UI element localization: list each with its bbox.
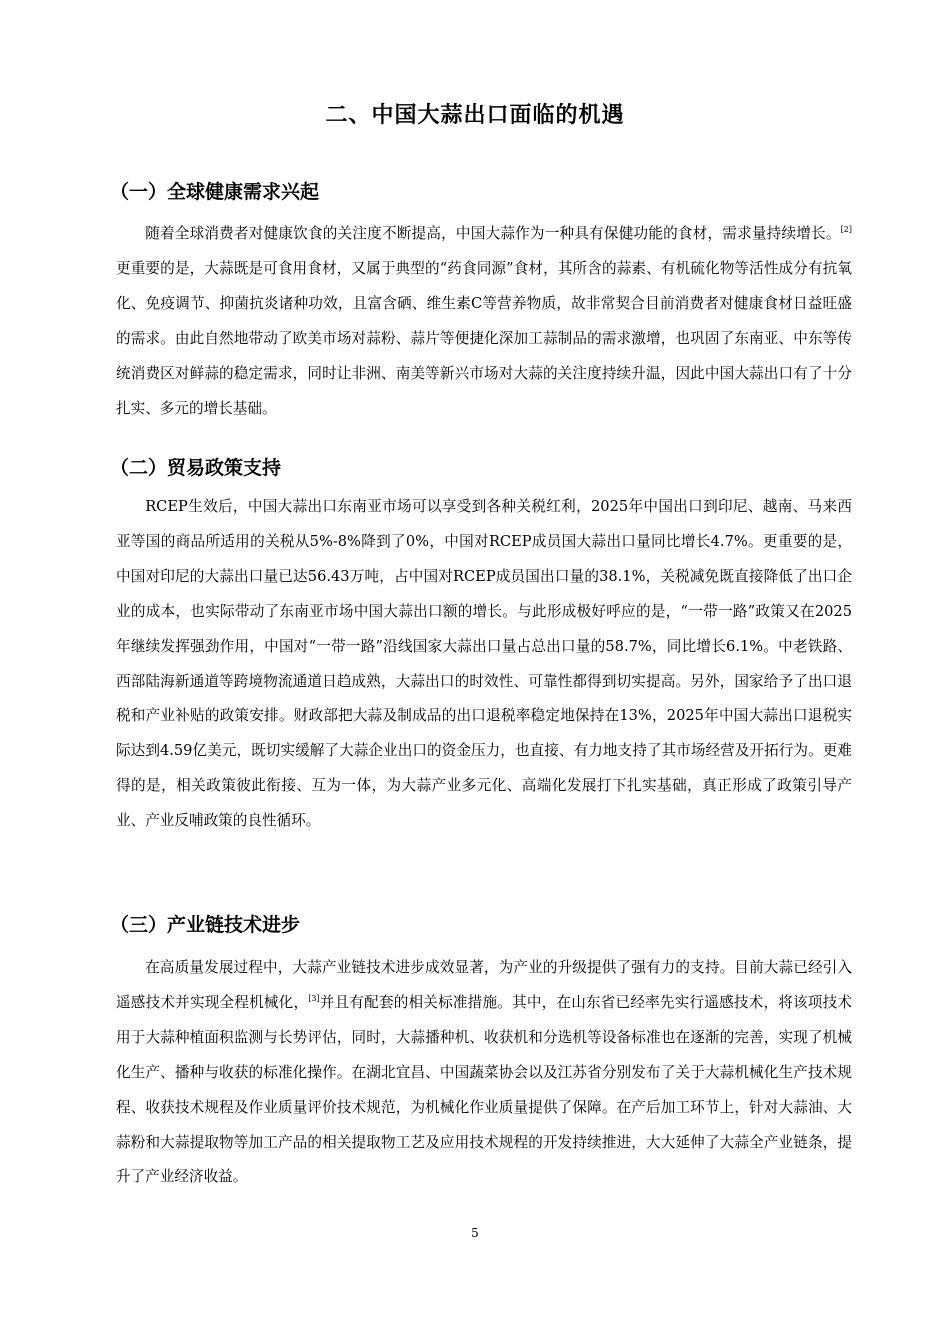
paragraph-text: 更重要的是，大蒜既是可食用食材，又属于典型的“药食同源”食材，其所含的蒜素、有机硫化物等活性成分有抗氧化、免疫调节、抑菌抗炎诸种功效，且富含硒、维生素C等营养物质，故非常契合目前消费者对健康食材日益旺盛的需求。由此自然地带动了欧美市场对蒜粉、蒜片等便捷化深加工蒜制品的需求激增，也巩固了东南亚、中东等传统消费区对鲜蒜的稳定需求，同时让非洲、南美等新兴市场对大蒜的关注度持续升温，因此中国大蒜出口有了十分扎实、多元的增长基础。 [116,259,852,417]
paragraph-text: 随着全球消费者对健康饮食的关注度不断提高，中国大蒜作为一种具有保健功能的食材，需求量持续增长。 [145,225,841,242]
section-heading-1: （一）全球健康需求兴起 [110,181,320,203]
paragraph-text: 并且有配套的相关标准措施。其中，在山东省已经率先实行遥感技术，将该项技术用于大蒜种植面积监测与长势评估，同时，大蒜播种机、收获机和分选机等设备标准也在逐渐的完善，实现了机械化生产、播种与收获的标准化操作。在湖北宜昌、中国蔬菜协会以及江苏省分别发布了关于大蒜机械化生产技术规程、收获技术规程及作业质量评价技术规范，为机械化作业质量提供了保障。在产后加工环节上，针对大蒜油、大蒜粉和大蒜提取物等加工产品的相关提取物工艺及应用技术规程的开发持续推进，大大延伸了大蒜全产业链条，提升了产业经济收益。 [116,993,852,1186]
section-paragraph-2: RCEP生效后，中国大蒜出口东南亚市场可以享受到各种关税红利，2025年中国出口到印尼、越南、马来西亚等国的商品所适用的关税从5%-8%降到了0%，中国对RCEP成员国大蒜出口量同比增长4.7%。更重要的是，中国对印尼的大蒜出口量已达56.43万吨，占中国对RCEP成员国出口量的38.1%，关税减免既直接降低了出口企业的成本，也实际带动了东南亚市场中国大蒜出口额的增长。与此形成极好呼应的是，“一带一路”政策又在2025年继续发挥强劲作用，中国对“一带一路”沿线国家大蒜出口量占总出口量的58.7%，同比增长6.1%。中老铁路、西部陆海新通道等跨境物流通道日趋成熟，大蒜出口的时效性、可靠性都得到切实提高。另外，国家给予了出口退税和产业补贴的政策安排。财政部把大蒜及制成品的出口退税率稳定地保持在13%，2025年中国大蒜出口退税实际达到4.59亿美元，既切实缓解了大蒜企业出口的资金压力，也直接、有力地支持了其市场经营及开拓行为。更难得的是，相关政策彼此衔接、互为一体，为大蒜产业多元化、高端化发展打下扎实基础，真正形成了政策引导产业、产业反哺政策的良性循环。 [116,498,852,830]
section-paragraph-3 [116,951,852,1195]
section-paragraph-1 [116,217,852,426]
paragraph-text: 在高质量发展过程中，大蒜产业链技术进步成效显著，为产业的升级提供了强有力的支持。目前大蒜已经引入遥感技术并实现全程机械化， [116,959,852,1011]
chapter-title: 二、中国大蒜出口面临的机遇 [325,103,625,128]
citation-marker: [2] [840,225,852,235]
section-heading-3: （三）产业链技术进步 [110,914,301,936]
section-heading-2: （二）贸易政策支持 [110,457,282,479]
citation-marker: [3] [308,994,320,1004]
page-number: 5 [471,1226,479,1240]
